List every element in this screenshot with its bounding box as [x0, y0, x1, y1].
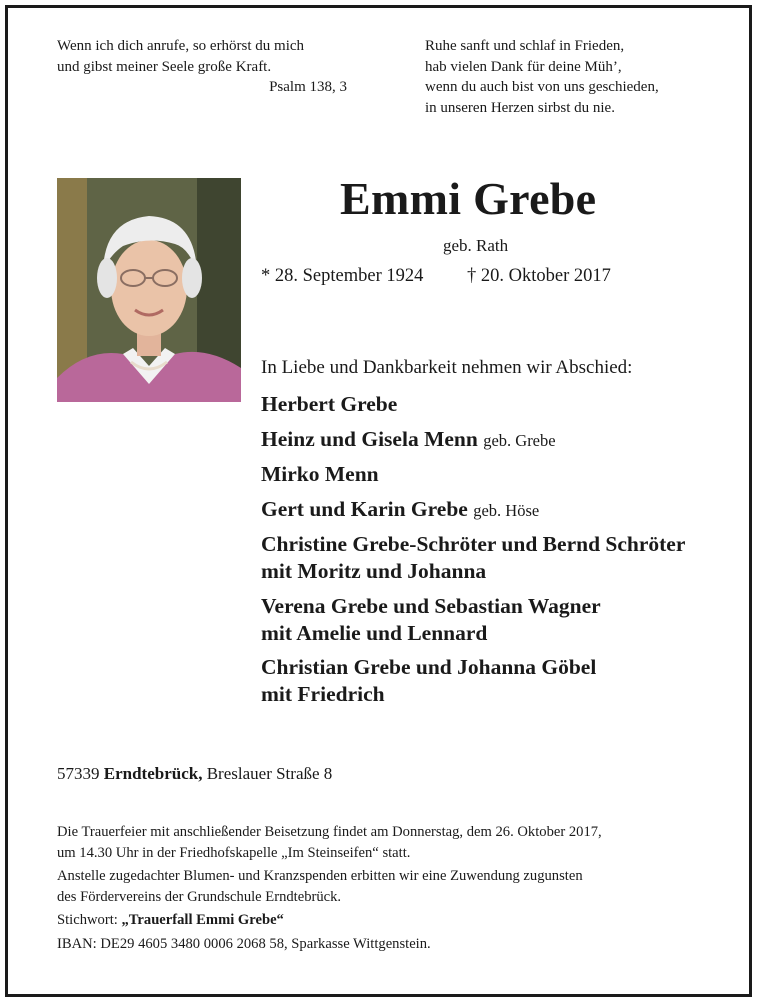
iban-line: IBAN: DE29 4605 3480 0006 2068 58, Sparkasse Wittgenstein. — [57, 935, 431, 952]
mourner-name: Mirko Menn — [261, 462, 379, 486]
maiden-name: geb. Rath — [443, 236, 509, 255]
mourner-nee: geb. Höse — [473, 500, 540, 520]
mourner-name: Gert und Karin Grebe — [261, 496, 468, 521]
verse-right-line: in unseren Herzen sirbst du nie. — [425, 99, 615, 116]
mourner-name: Herbert Grebe — [261, 392, 398, 416]
mourner-name-line2: mit Friedrich — [261, 682, 385, 706]
mourner-entry — [261, 391, 685, 418]
keyword-value: „Trauerfall Emmi Grebe“ — [121, 912, 284, 928]
ceremony-line: um 14.30 Uhr in der Friedhofskapelle „Im Steinseifen“ statt. — [57, 844, 411, 861]
farewell-intro: In Liebe und Dankbarkeit nehmen wir Abschied: — [261, 357, 633, 378]
mourner-name-line2: mit Amelie und Lennard — [261, 620, 488, 645]
mourner-entry — [261, 593, 685, 647]
verse-left-line: Wenn ich dich anrufe, so erhörst du mich — [57, 38, 305, 54]
verse-right-line: hab vielen Dank für deine Müh’, — [425, 58, 622, 75]
mourner-name: Verena Grebe und Sebastian Wagner — [261, 593, 601, 618]
address-street: Breslauer Straße 8 — [206, 764, 333, 783]
family-address — [57, 764, 332, 784]
portrait-illustration — [57, 178, 241, 402]
verse-right-line: Ruhe sanft und schlaf in Frieden, — [425, 38, 625, 54]
verse-source: Psalm 138, 3 — [269, 79, 347, 95]
donation-text — [57, 866, 707, 907]
ceremony-line: Die Trauerfeier mit anschließender Beisetzung findet am Donnerstag, dem 26. Oktober 2017, — [57, 824, 602, 840]
mourner-name: Heinz und Gisela Menn — [261, 426, 478, 451]
mourner-name: Christine Grebe-Schröter und Bernd Schröter — [261, 532, 686, 556]
verse-right-line: wenn du auch bist von uns geschieden, — [425, 79, 659, 95]
mourner-list — [261, 391, 685, 716]
mourner-entry — [261, 531, 685, 585]
birth-date: * 28. September 1924 — [261, 266, 424, 286]
mourner-nee: geb. Grebe — [483, 430, 556, 450]
mourner-entry — [261, 426, 685, 454]
keyword-label: Stichwort: — [57, 912, 118, 928]
verse-left-line: und gibst meiner Seele große Kraft. — [57, 58, 272, 75]
mourner-name: Christian Grebe und Johanna Göbel — [261, 655, 597, 679]
ceremony-info — [57, 822, 707, 957]
mourner-entry — [261, 654, 685, 708]
keyword-line — [57, 910, 707, 931]
address-city: Erndtebrück, — [103, 764, 203, 783]
donation-line: Anstelle zugedachter Blumen- und Kranzspenden erbitten wir eine Zuwendung zugunsten — [57, 868, 583, 884]
death-date: † 20. Oktober 2017 — [467, 266, 611, 286]
ceremony-text — [57, 822, 707, 863]
mourner-name-line2: mit Moritz und Johanna — [261, 559, 487, 583]
donation-line: des Fördervereins der Grundschule Erndtebrück. — [57, 888, 342, 905]
address-postcode: 57339 — [57, 764, 100, 783]
verse-left — [57, 36, 347, 98]
verse-right — [425, 36, 659, 118]
deceased-name: Emmi Grebe — [340, 173, 597, 224]
mourner-entry — [261, 496, 685, 524]
mourner-entry — [261, 461, 685, 488]
portrait-photo — [57, 178, 241, 402]
